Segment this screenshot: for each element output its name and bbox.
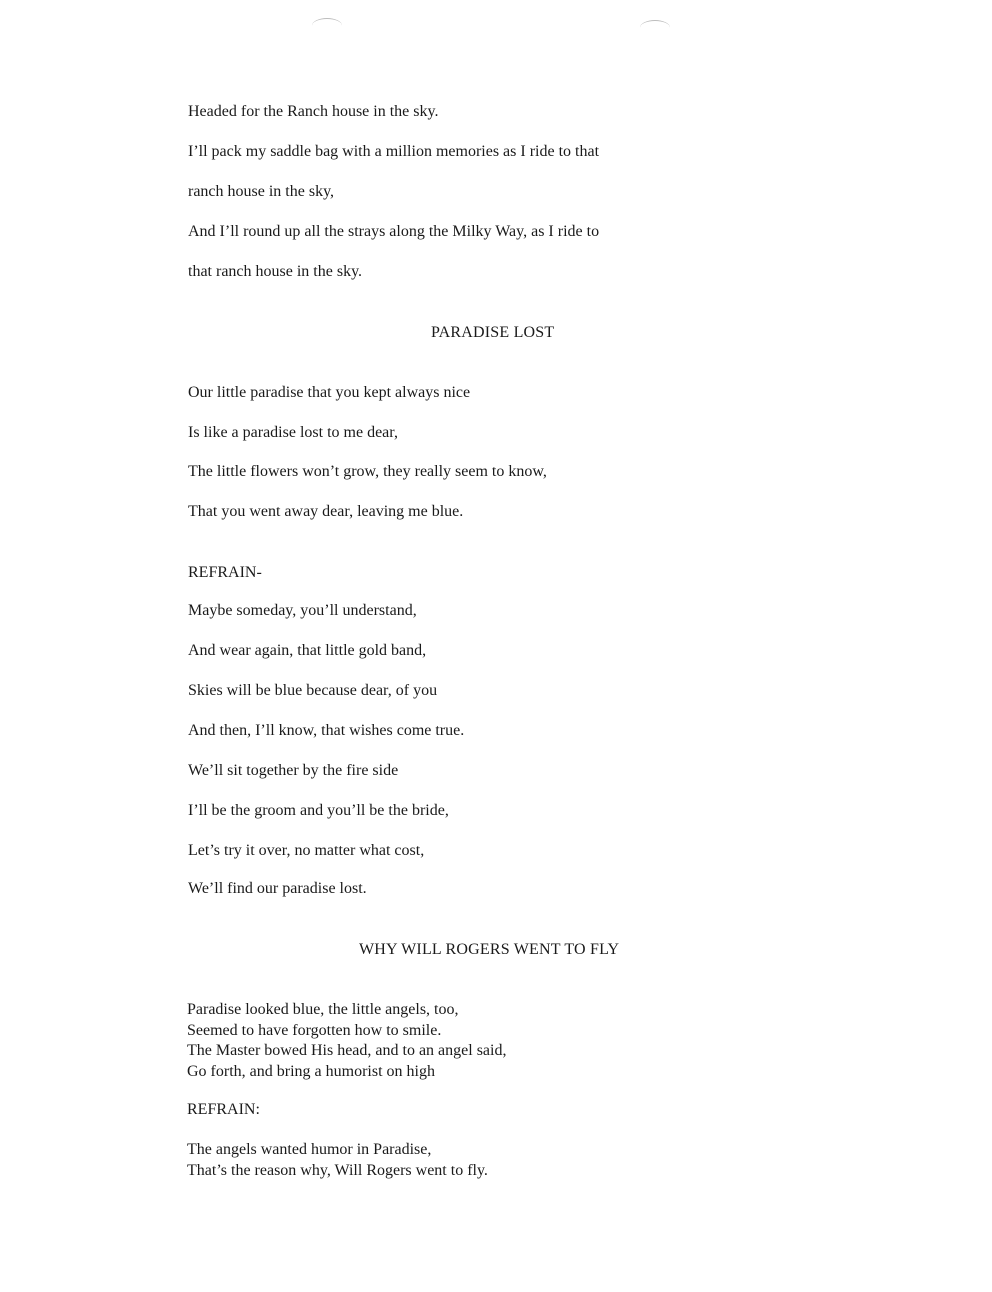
lyric-line: Our little paradise that you kept always nice xyxy=(188,384,471,401)
lyric-line: ranch house in the sky, xyxy=(188,183,335,200)
lyric-line: that ranch house in the sky. xyxy=(188,263,363,280)
lyric-line: Skies will be blue because dear, of you xyxy=(188,682,438,699)
verse-block xyxy=(187,1000,506,1082)
lyric-line: Let’s try it over, no matter what cost, xyxy=(188,842,425,859)
lyric-line: We’ll find our paradise lost. xyxy=(188,880,367,897)
lyric-line: That you went away dear, leaving me blue. xyxy=(188,503,464,520)
lyric-line: And then, I’ll know, that wishes come true. xyxy=(188,722,465,739)
lyric-line: The angels wanted humor in Paradise, xyxy=(187,1141,432,1158)
lyric-line: Seemed to have forgotten how to smile. xyxy=(187,1021,442,1039)
refrain-label: REFRAIN- xyxy=(188,564,262,581)
lyric-line: Headed for the Ranch house in the sky. xyxy=(188,103,439,120)
refrain-block xyxy=(187,1140,488,1181)
punch-hole-mark xyxy=(640,20,670,35)
lyric-line: Go forth, and bring a humorist on high xyxy=(187,1062,435,1080)
lyric-line: We’ll sit together by the fire side xyxy=(188,762,399,779)
song-title: PARADISE LOST xyxy=(431,324,555,341)
lyric-line: Paradise looked blue, the little angels, too, xyxy=(187,1001,459,1018)
lyric-line: I’ll be the groom and you’ll be the bride, xyxy=(188,802,449,819)
lyric-line: And wear again, that little gold band, xyxy=(188,642,427,659)
lyric-line: And I’ll round up all the strays along the Milky Way, as I ride to xyxy=(188,223,600,240)
lyric-line: The little flowers won’t grow, they really seem to know, xyxy=(188,463,547,480)
lyric-line: I’ll pack my saddle bag with a million memories as I ride to that xyxy=(188,143,600,160)
punch-hole-mark xyxy=(312,18,342,33)
lyric-line: The Master bowed His head, and to an angel said, xyxy=(187,1042,507,1059)
song-title: WHY WILL ROGERS WENT TO FLY xyxy=(359,941,620,958)
lyric-line: Is like a paradise lost to me dear, xyxy=(188,424,398,441)
refrain-label: REFRAIN: xyxy=(187,1101,260,1118)
lyric-line: That’s the reason why, Will Rogers went to fly. xyxy=(187,1161,488,1179)
lyric-line: Maybe someday, you’ll understand, xyxy=(188,602,417,619)
